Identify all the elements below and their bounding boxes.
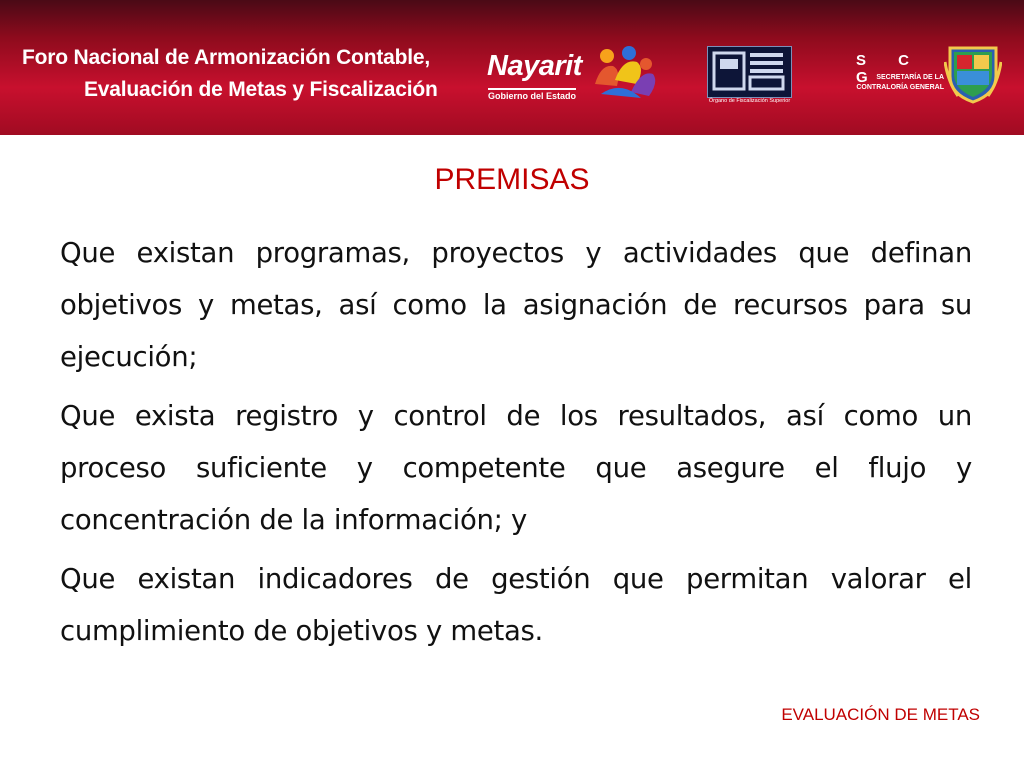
- premise-paragraph-3: Que existan indicadores de gestión que permitan valorar el cumplimiento de objetivos y metas.: [60, 563, 972, 647]
- premise-paragraph-1: Que existan programas, proyectos y actividades que definan objetivos y metas, así como la asignación de recursos para su ejecución;: [60, 237, 972, 373]
- ofs-logo: [707, 46, 792, 108]
- scg-subtitle-line1: SECRETARÍA DE LA: [876, 74, 944, 81]
- scg-subtitle: [852, 73, 944, 93]
- header-banner: [0, 0, 1024, 135]
- ofs-emblem: [707, 46, 792, 98]
- forum-title-line1: Foro Nacional de Armonización Contable,: [22, 46, 430, 69]
- forum-title: [22, 42, 438, 106]
- premise-paragraph-2: Que exista registro y control de los resultados, así como un proceso suficiente y competente que asegure el flujo y concentración de la información; y: [60, 400, 972, 536]
- nayarit-logo-subtitle: Gobierno del Estado: [488, 88, 576, 101]
- scg-letters: S C G: [856, 52, 924, 86]
- scg-logo: [852, 52, 944, 102]
- scg-subtitle-line2: CONTRALORÍA GENERAL: [856, 84, 944, 91]
- nayarit-logo-name: Nayarit: [487, 50, 582, 82]
- footer-label: EVALUACIÓN DE METAS: [781, 705, 980, 724]
- ofs-caption: Órgano de Fiscalización Superior: [708, 98, 791, 104]
- premises-body: [60, 227, 972, 664]
- forum-title-line2: Evaluación de Metas y Fiscalización: [84, 78, 438, 101]
- slide-title: PREMISAS: [434, 163, 590, 196]
- nayarit-logo: [483, 44, 658, 104]
- people-figures-icon: [591, 44, 659, 102]
- state-coat-of-arms-icon: [944, 42, 1002, 104]
